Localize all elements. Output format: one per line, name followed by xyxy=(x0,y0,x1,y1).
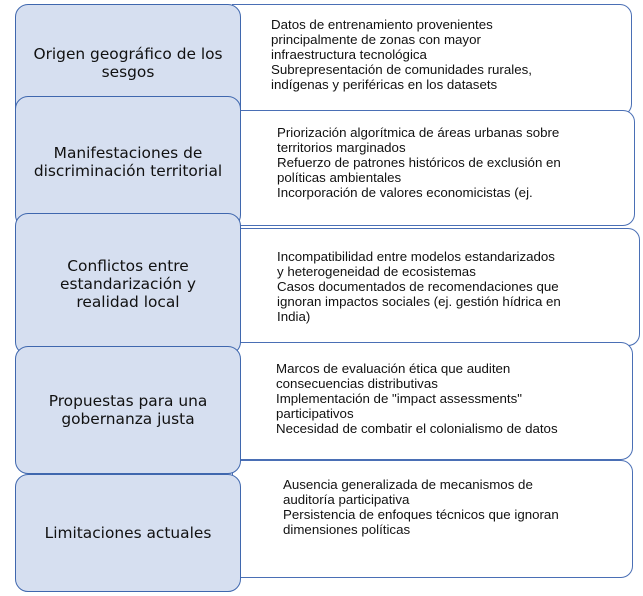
bullet-line: indígenas y periféricas en los datasets xyxy=(271,77,498,92)
bullet-line: territorios marginados xyxy=(277,140,406,155)
bullet-line: principalmente de zonas con mayor xyxy=(271,32,481,47)
bullet-line: Necesidad de combatir el colonialismo de datos xyxy=(276,421,558,436)
detail-text-origen xyxy=(271,17,532,92)
bullet-line: Datos de entrenamiento provenientes xyxy=(271,17,493,32)
bullet-line: políticas ambientales xyxy=(277,170,402,185)
category-limitaciones xyxy=(15,474,241,592)
bullet-line: Persistencia de enfoques técnicos que ignoran xyxy=(283,507,559,522)
category-label: Limitaciones actuales xyxy=(44,524,212,542)
bullet-line: Subrepresentación de comunidades rurales, xyxy=(271,62,532,77)
bullet-line: Casos documentados de recomendaciones que xyxy=(277,279,559,294)
bullet-line: ignoran impactos sociales (ej. gestión hídrica en xyxy=(277,294,561,309)
bullet-line: infraestructura tecnológica xyxy=(271,47,427,62)
bullet-line: Ausencia generalizada de mecanismos de xyxy=(283,477,533,492)
detail-box-manifestaciones xyxy=(232,110,635,226)
detail-box-conflictos xyxy=(232,228,640,346)
bullet-line: Marcos de evaluación ética que auditen xyxy=(276,361,511,376)
detail-text-manifestaciones xyxy=(277,125,561,200)
bullet-line: India) xyxy=(277,309,311,324)
bullet-line: consecuencias distributivas xyxy=(276,376,438,391)
category-manifestaciones xyxy=(15,96,241,228)
bullet-line: participativos xyxy=(276,406,354,421)
bullet-line: y heterogeneidad de ecosistemas xyxy=(277,264,476,279)
bullet-line: auditoría participativa xyxy=(283,492,410,507)
category-propuestas xyxy=(15,346,241,474)
bullet-line: Implementación de "impact assessments" xyxy=(276,391,522,406)
category-label: Manifestaciones de discriminación territorial xyxy=(33,144,223,180)
category-label: Conflictos entre estandarización y realidad local xyxy=(60,257,196,311)
bullet-line: dimensiones políticas xyxy=(283,522,411,537)
detail-box-origen xyxy=(232,4,632,116)
detail-box-limitaciones xyxy=(232,460,633,578)
detail-text-propuestas xyxy=(276,361,558,436)
detail-box-propuestas xyxy=(232,342,633,460)
bullet-line: Priorización algorítmica de áreas urbanas sobre xyxy=(277,125,560,140)
bullet-line: Incompatibilidad entre modelos estandarizados xyxy=(277,249,555,264)
bullet-line: Refuerzo de patrones históricos de exclusión en xyxy=(277,155,561,170)
category-conflictos xyxy=(15,213,241,355)
detail-text-limitaciones xyxy=(283,477,559,537)
category-label: Origen geográfico de los sesgos xyxy=(33,45,223,81)
bullet-line: Incorporación de valores economicistas (ej. xyxy=(277,185,533,200)
category-label: Propuestas para una gobernanza justa xyxy=(48,392,208,428)
detail-text-conflictos xyxy=(277,249,561,324)
